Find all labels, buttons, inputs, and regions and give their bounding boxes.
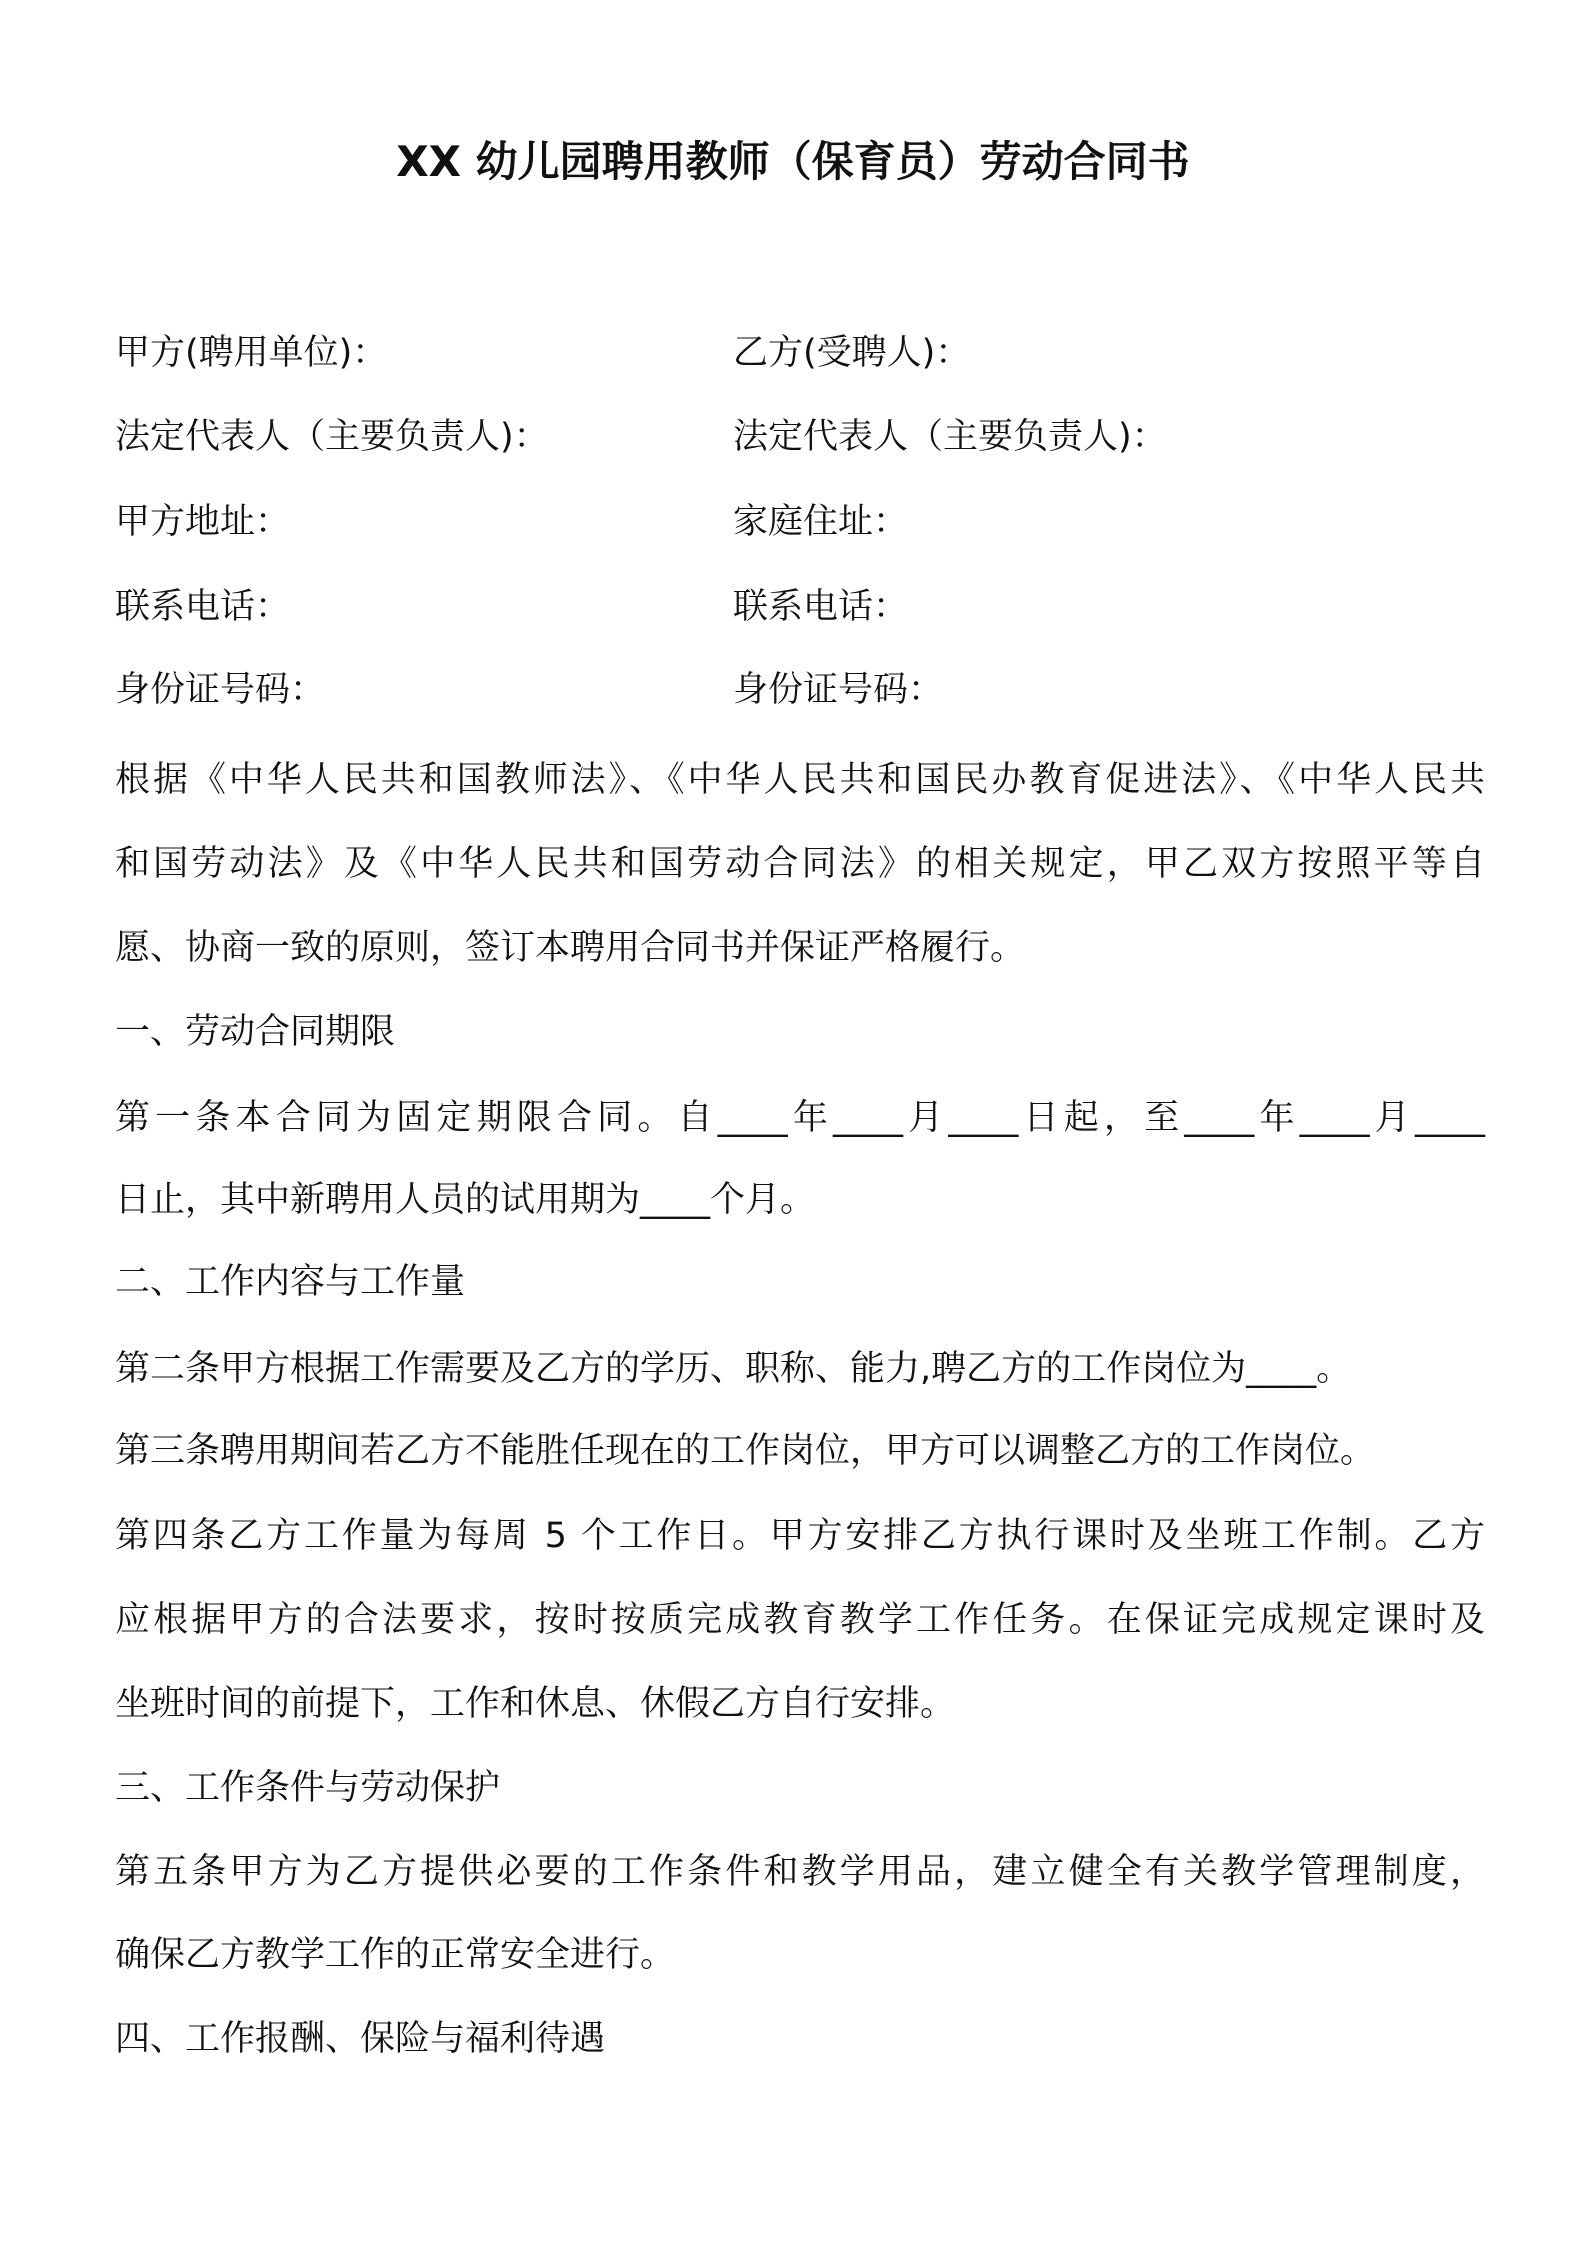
party-b-person-label: 乙方(受聘人)： bbox=[733, 333, 971, 373]
party-a-unit-label: 甲方(聘用单位)： bbox=[115, 333, 388, 373]
party-b-phone-label: 联系电话： bbox=[733, 587, 909, 627]
party-a-address-label: 甲方地址： bbox=[115, 502, 291, 542]
section-1-heading: 一、劳动合同期限 bbox=[115, 1012, 396, 1052]
party-row-id bbox=[115, 660, 1485, 720]
article-5-line-2: 确保乙方教学工作的正常安全进行。 bbox=[115, 1935, 676, 1975]
party-a-id-label: 身份证号码： bbox=[115, 670, 326, 710]
article-1-line-2: 日止，其中新聘用人员的试用期为____个月。 bbox=[115, 1180, 816, 1220]
article-1-line-1: 第一条本合同为固定期限合同。自____年____月____日起，至____年____月____ bbox=[115, 1098, 1485, 1138]
party-b-representative-label: 法定代表人（主要负责人)： bbox=[733, 417, 1167, 457]
article-2: 第二条甲方根据工作需要及乙方的学历、职称、能力,聘乙方的工作岗位为____。 bbox=[115, 1349, 1352, 1389]
preamble-line-1: 根据《中华人民共和国教师法》、《中华人民共和国民办教育促进法》、《中华人民共 bbox=[115, 760, 1485, 800]
party-row-unit bbox=[115, 323, 1485, 383]
preamble-line-2: 和国劳动法》及《中华人民共和国劳动合同法》的相关规定，甲乙双方按照平等自 bbox=[115, 844, 1485, 884]
party-b-address-label: 家庭住址： bbox=[733, 502, 909, 542]
section-4-heading: 四、工作报酬、保险与福利待遇 bbox=[115, 2019, 606, 2059]
section-2-heading: 二、工作内容与工作量 bbox=[115, 1262, 466, 1302]
article-5-line-1: 第五条甲方为乙方提供必要的工作条件和教学用品，建立健全有关教学管理制度， bbox=[115, 1852, 1485, 1892]
article-4-line-3: 坐班时间的前提下，工作和休息、休假乙方自行安排。 bbox=[115, 1684, 956, 1724]
party-a-phone-label: 联系电话： bbox=[115, 587, 291, 627]
party-a-representative-label: 法定代表人（主要负责人)： bbox=[115, 417, 549, 457]
preamble-line-3: 愿、协商一致的原则，签订本聘用合同书并保证严格履行。 bbox=[115, 928, 1026, 968]
article-4-line-1: 第四条乙方工作量为每周 5 个工作日。甲方安排乙方执行课时及坐班工作制。乙方 bbox=[115, 1516, 1485, 1556]
party-row-address bbox=[115, 492, 1485, 552]
party-row-phone bbox=[115, 577, 1485, 637]
party-b-id-label: 身份证号码： bbox=[733, 670, 944, 710]
document-title: XX 幼儿园聘用教师（保育员）劳动合同书 bbox=[396, 137, 1190, 186]
party-row-representative bbox=[115, 407, 1485, 467]
article-3: 第三条聘用期间若乙方不能胜任现在的工作岗位，甲方可以调整乙方的工作岗位。 bbox=[115, 1431, 1376, 1471]
article-4-line-2: 应根据甲方的合法要求，按时按质完成教育教学工作任务。在保证完成规定课时及 bbox=[115, 1600, 1485, 1640]
section-3-heading: 三、工作条件与劳动保护 bbox=[115, 1768, 501, 1808]
